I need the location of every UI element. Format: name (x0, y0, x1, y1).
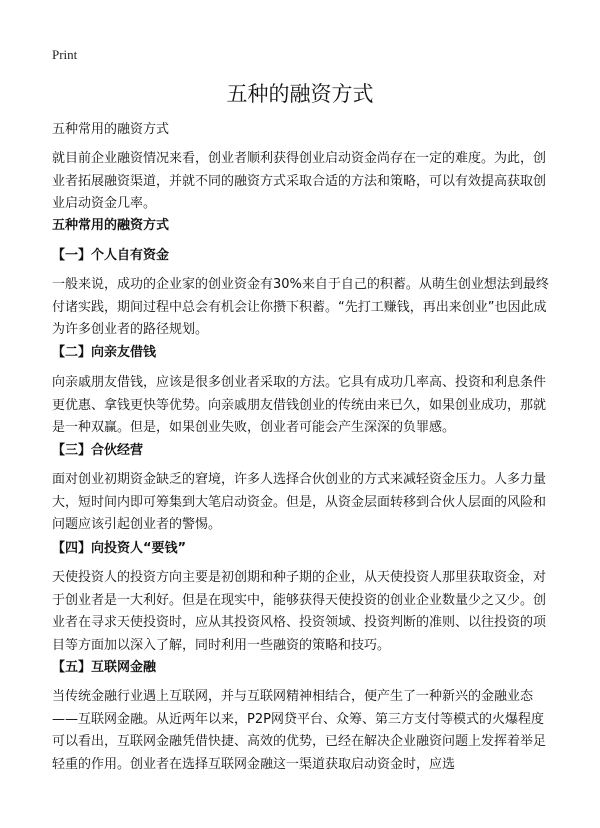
intro-paragraph: 就目前企业融资情况来看，创业者顺利获得创业启动资金尚存在一定的难度。为此，创业者拓展融资渠道，并就不同的融资方式采取合适的方法和策略，可以有效提高获取创业启动资金几率。 (52, 151, 547, 211)
item-heading-5: 【五】互联网金融 (52, 660, 157, 675)
item-heading-3: 【三】合伙经营 (52, 443, 144, 458)
item-body-2: 向亲戚朋友借钱，应该是很多创业者采取的方法。它具有成功几率高、投资和利息条件更优惠、拿钱更快等优势。向亲戚朋友借钱创业的传统由来已久，如果创业成功，那就是一种双赢。但是，如果创业失败，创业者可能会产生深深的负罪感。 (52, 375, 547, 435)
item-heading-2: 【二】向亲友借钱 (52, 345, 157, 360)
item-body-1: 一般来说，成功的企业家的创业资金有30%来自于自己的积蓄。从萌生创业想法到最终付诸实践，期间过程中总会有机会让你攒下积蓄。“先打工赚钱，再出来创业”也因此成为许多创业者的路径规划。 (52, 277, 549, 337)
section-title: 五种常用的融资方式 (52, 218, 170, 233)
doc-subtitle: 五种常用的融资方式 (52, 122, 170, 137)
item-body-3: 面对创业初期资金缺乏的窘境，许多人选择合伙创业的方式来减轻资金压力。人多力量大，短时间内即可筹集到大笔启动资金。但是，从资金层面转移到合伙人层面的风险和问题应该引起创业者的警惕。 (52, 472, 547, 532)
item-body-4: 天使投资人的投资方向主要是初创期和种子期的企业，从天使投资人那里获取资金，对于创业者是一大利好。但是在现实中，能够获得天使投资的创业企业数量少之又少。创业者在寻求天使投资时，应从其投资风格、投资领域、投资判断的准则、以往投资的项目等方面加以深入了解，同时利用一些融资的策略和技巧。 (52, 570, 547, 653)
item-heading-4: 【四】向投资人“要钱” (52, 541, 187, 556)
item-heading-1: 【一】个人自有资金 (52, 248, 170, 263)
item-body-5: 当传统金融行业遇上互联网，并与互联网精神相结合，便产生了一种新兴的金融业态——互联网金融。从近两年以来，P2P网贷平台、众筹、第三方支付等模式的火爆程度可以看出，互联网金融凭借快捷、高效的优势，已经在解决企业融资问题上发挥着举足轻重的作用。创业者在选择互联网金融这一渠道获取启动资金时，应选 (52, 689, 547, 772)
print-label[interactable]: Print (52, 47, 78, 62)
page-title: 五种的融资方式 (226, 82, 374, 106)
